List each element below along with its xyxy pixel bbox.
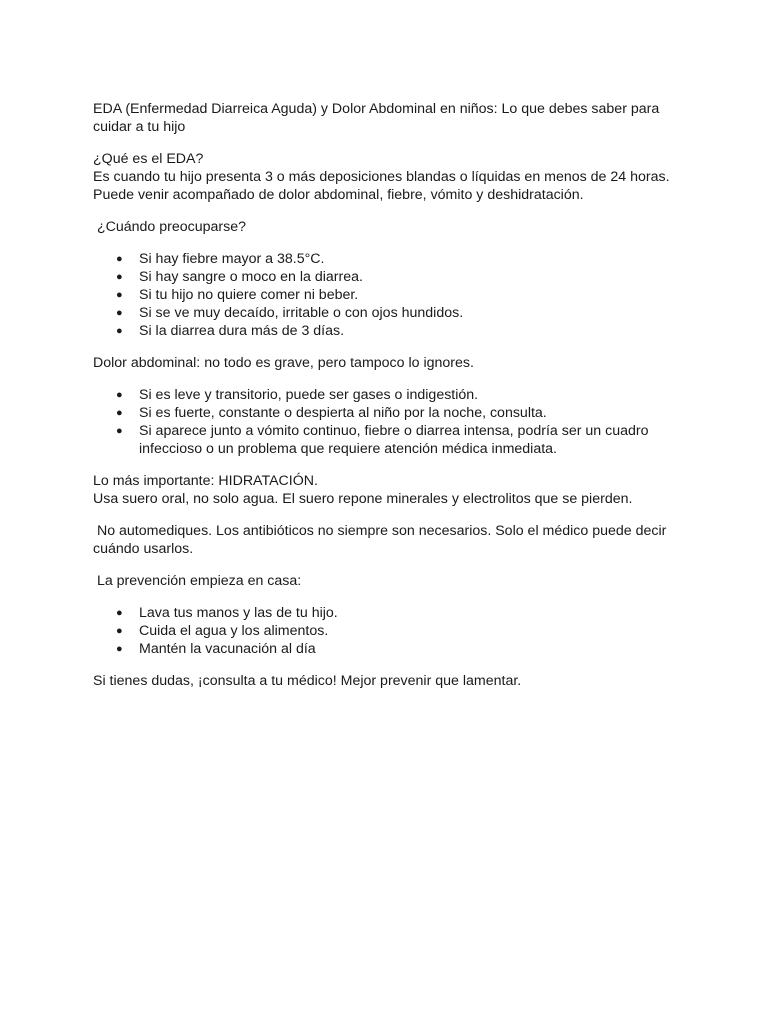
list-item xyxy=(93,604,683,622)
list-item xyxy=(93,286,683,304)
bullet-icon: ● xyxy=(116,271,123,283)
list-item-text: Si tu hijo no quiere comer ni beber. xyxy=(139,287,359,303)
bullet-icon: ● xyxy=(116,607,123,619)
list-item xyxy=(93,640,683,658)
bullet-icon: ● xyxy=(116,407,123,419)
list-item-text: Si se ve muy decaído, irritable o con ojos hundidos. xyxy=(139,305,464,321)
list-item-text: Si hay sangre o moco en la diarrea. xyxy=(139,269,363,285)
bullet-icon: ● xyxy=(116,325,123,337)
list-item-text: Mantén la vacunación al día xyxy=(139,641,316,657)
prevention-list xyxy=(93,604,683,658)
list-item-text: Si la diarrea dura más de 3 días. xyxy=(139,323,345,339)
bullet-icon: ● xyxy=(116,253,123,265)
list-item xyxy=(93,304,683,322)
list-item xyxy=(93,404,683,422)
when-list xyxy=(93,250,683,340)
list-item xyxy=(93,386,683,404)
pain-heading: Dolor abdominal: no todo es grave, pero tampoco lo ignores. xyxy=(93,355,474,371)
list-item xyxy=(93,250,683,268)
list-item-text: Cuida el agua y los alimentos. xyxy=(139,623,329,639)
what-line-2: Puede venir acompañado de dolor abdominal, fiebre, vómito y deshidratación. xyxy=(93,187,584,203)
hydration-heading: Lo más importante: HIDRATACIÓN. xyxy=(93,473,318,489)
list-item-text: Si aparece junto a vómito continuo, fiebre o diarrea intensa, podría ser un cuadro infeccioso o un problema que requiere atención médica inmediata. xyxy=(139,423,649,457)
bullet-icon: ● xyxy=(116,389,123,401)
bullet-icon: ● xyxy=(116,307,123,319)
what-heading: ¿Qué es el EDA? xyxy=(93,151,204,167)
list-item xyxy=(93,268,683,286)
bullet-icon: ● xyxy=(116,643,123,655)
list-item xyxy=(93,422,683,458)
what-line-1: Es cuando tu hijo presenta 3 o más deposiciones blandas o líquidas en menos de 24 horas. xyxy=(93,169,670,185)
when-heading: ¿Cuándo preocuparse? xyxy=(93,219,247,235)
list-item-text: Si es fuerte, constante o despierta al niño por la noche, consulta. xyxy=(139,405,547,421)
document-title: EDA (Enfermedad Diarreica Aguda) y Dolor Abdominal en niños: Lo que debes saber para cuidar a tu hijo xyxy=(93,101,660,135)
bullet-icon: ● xyxy=(116,625,123,637)
list-item xyxy=(93,622,683,640)
document-body xyxy=(93,100,683,690)
list-item xyxy=(93,322,683,340)
closing-paragraph: Si tienes dudas, ¡consulta a tu médico! Mejor prevenir que lamentar. xyxy=(93,673,522,689)
list-item-text: Si hay fiebre mayor a 38.5°C. xyxy=(139,251,325,267)
list-item-text: Si es leve y transitorio, puede ser gases o indigestión. xyxy=(139,387,479,403)
no-self-medication-paragraph: No automediques. Los antibióticos no siempre son necesarios. Solo el médico puede decir cuándo usarlos. xyxy=(93,523,671,557)
bullet-icon: ● xyxy=(116,425,123,437)
pain-list xyxy=(93,386,683,458)
list-item-text: Lava tus manos y las de tu hijo. xyxy=(139,605,338,621)
hydration-line: Usa suero oral, no solo agua. El suero repone minerales y electrolitos que se pierden. xyxy=(93,491,633,507)
prevention-heading: La prevención empieza en casa: xyxy=(93,573,302,589)
bullet-icon: ● xyxy=(116,289,123,301)
